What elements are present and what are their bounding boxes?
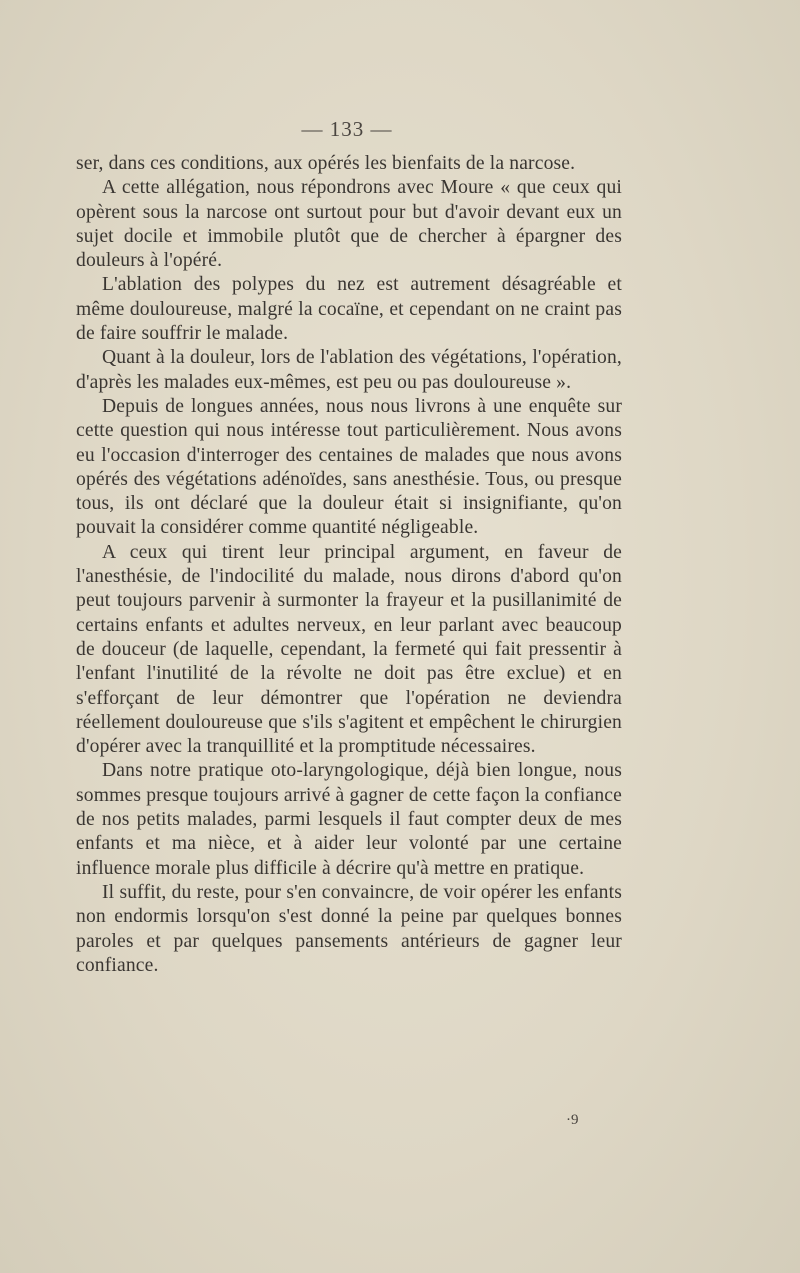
body-text <box>76 152 622 978</box>
paragraph-3: L'ablation des polypes du nez est autrement désagréable et même douloureuse, malgré la cocaïne, et cependant on ne craint pas de faire souffrir le malade. <box>76 274 622 345</box>
page-number: — 133 — <box>301 117 393 141</box>
paragraph-7: Dans notre pratique oto-laryngologique, déjà bien longue, nous sommes presque toujours arrivé à gagner de cette façon la confiance de nos petits malades, parmi lesquels il faut compter deux de mes enfants et ma nièce, et à aider leur volonté par une certaine influence morale plus difficile à décrire qu'à mettre en pratique. <box>76 760 622 879</box>
signature-mark: ·9 <box>566 1112 579 1128</box>
paragraph-6: A ceux qui tirent leur principal argument, en faveur de l'anesthésie, de l'indocilité du malade, nous dirons d'abord qu'on peut toujours parvenir à surmonter la frayeur et la pusillanimité de certains enfants et adultes nerveux, en leur parlant avec beaucoup de douceur (de laquelle, cependant, la fermeté qui fait pressentir à l'enfant l'inutilité de la révolte ne doit pas être exclue) et en s'efforçant de leur démontrer que l'opération ne deviendra réellement douloureuse que s'ils s'agitent et empêchent le chirurgien d'opérer avec la tranquillité et la promptitude nécessaires. <box>76 541 622 758</box>
paragraph-1: ser, dans ces conditions, aux opérés les bienfaits de la narcose. <box>76 153 576 174</box>
paragraph-4: Quant à la douleur, lors de l'ablation des végétations, l'opération, d'après les malades eux-mêmes, est peu ou pas douloureuse ». <box>76 347 622 393</box>
paragraph-8: Il suffit, du reste, pour s'en convaincre, de voir opérer les enfants non endormis lorsqu'on s'est donné la peine par quelques bonnes paroles et par quelques pansements antérieurs de gagner leur confiance. <box>76 881 622 976</box>
paragraph-2: A cette allégation, nous répondrons avec Moure « que ceux qui opèrent sous la narcose ont surtout pour but d'avoir devant eux un sujet docile et immobile plutôt que de chercher à épargner des douleurs à l'opéré. <box>76 177 622 272</box>
paragraph-5: Depuis de longues années, nous nous livrons à une enquête sur cette question qui nous intéresse tout particulièrement. Nous avons eu l'occasion d'interroger des centaines de malades que nous avons opérés des végétations adénoïdes, sans anesthésie. Tous, ou presque tous, ils ont déclaré que la douleur était si insignifiante, qu'on pouvait la considérer comme quantité négligeable. <box>76 395 622 539</box>
